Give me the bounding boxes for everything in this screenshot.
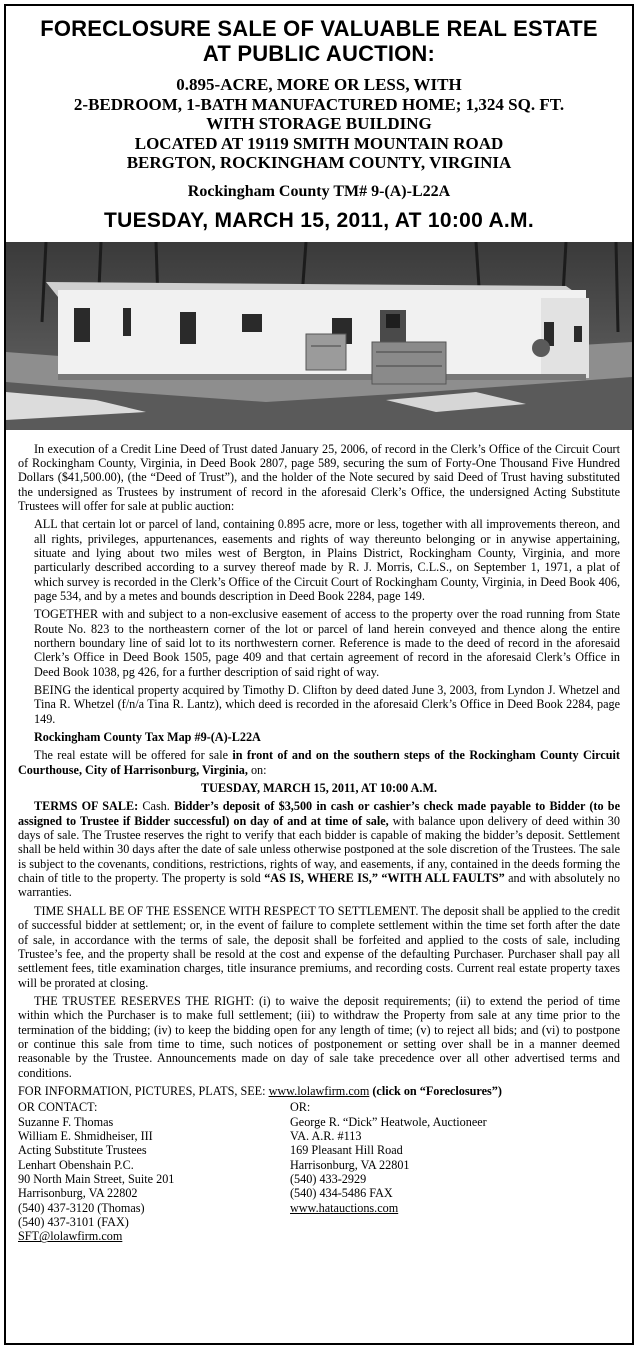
contact-section xyxy=(18,1100,620,1243)
contact-line: Harrisonburg, VA 22802 xyxy=(18,1186,138,1201)
summary-line: 2-BEDROOM, 1-BATH MANUFACTURED HOME; 1,324 SQ. FT. xyxy=(73,94,565,114)
ad-body xyxy=(6,430,632,1244)
contact-line: Suzanne F. Thomas xyxy=(18,1114,114,1129)
trustee-contact xyxy=(18,1100,290,1243)
ad-header xyxy=(6,6,632,233)
summary-line: LOCATED AT 19119 SMITH MOUNTAIN ROAD xyxy=(134,133,504,153)
terms-deposit: Bidder’s deposit of $3,500 in cash or cashier’s check made payable to Bidder (to be assigned to Trustee if Bidder successful) on day of and at time of sale, xyxy=(18,799,620,828)
paragraph-deed-of-trust: In execution of a Credit Line Deed of Trust dated January 25, 2006, of record in the Clerk’s Office of the Circuit Court of Rockingham County, Virginia, in Deed Book 2807, page 589, securing the sum of Forty-One Thousand Five Hundred Dollars ($41,500.00), (the “Deed of Trust”), and the holder of the Note secured by said Deed of Trust having substituted the undersigned as Trustees by instrument of record in the aforesaid Clerk’s Office, the undersigned Acting Substitute Trustees will offer for sale at public auction: xyxy=(18,441,620,513)
terms-text: Cash. xyxy=(138,799,175,814)
paragraph-chain-of-title: BEING the identical property acquired by Timothy D. Clifton by deed dated June 3, 2003, from Lyndon J. Whetzel and Tina R. Whetzel (f/n/a Tina R. Lantz), which deed is recorded in the aforesaid Clerk’s Office in Deed Book 2284, page 149. xyxy=(34,683,620,726)
sale-date-line: TUESDAY, MARCH 15, 2011, AT 10:00 A.M. xyxy=(201,781,437,796)
tax-map-number: Rockingham County TM# 9-(A)-L22A xyxy=(187,182,451,200)
terms-text: with balance upon delivery of deed within 30 days of sale. The Trustee reserves the right to verify that each bidder is capable of making the bidder’s deposit. Settlement shall be held within 30 days after the date of sale unless otherwise postponed at the sole discretion of the Trustees. The sale is subject to the covenants, conditions, restrictions, rights of way, and easements, if any, contained in the deeds forming the chain of title to the property. The property is sold xyxy=(18,813,620,886)
paragraph-trustee-reserves: THE TRUSTEE RESERVES THE RIGHT: (i) to waive the deposit requirements; (ii) to extend the period of time within which the Purchaser is to make full settlement; (iii) to withdraw the Property from sale at any time prior to the termination of the bidding; (iv) to keep the bidding open for any length of time; (v) to reject all bids; and (vi) to postpone or continue this sale from time to time, such notices of postponement or setting over shall be in a manner deemed reasonable by the Trustee. Announcements made on day of sale take precedence over all other advertised terms and conditions. xyxy=(18,993,620,1080)
sale-location-end: on: xyxy=(247,762,267,777)
paragraph-easement: TOGETHER with and subject to a non-exclusive easement of access to the property over the road running from State Route No. 823 to the northeastern corner of the lot or parcel of land herein conveyed and thence along the entire northern boundary line of said lot to its northwestern corner. Reference is made to the deed of record in the aforesaid Clerk’s Office in Deed Book 1505, page 409 and that certain agreement of record in the aforesaid Clerk’s Office in Deed Book 1038, pg 426, for a further description of said right of way. xyxy=(34,607,620,679)
headline-line-2: AT PUBLIC AUCTION: xyxy=(202,41,436,66)
contact-line: Acting Substitute Trustees xyxy=(18,1143,147,1158)
lolawfirm-link[interactable]: www.lolawfirm.com xyxy=(268,1083,370,1098)
contact-line: William E. Shmidheiser, III xyxy=(18,1128,153,1143)
sale-date-headline: TUESDAY, MARCH 15, 2011, AT 10:00 A.M. xyxy=(104,208,534,232)
contact-line: (540) 437-3120 (Thomas) xyxy=(18,1200,145,1215)
terms-text: and with absolutely no warranties. xyxy=(18,871,620,900)
terms-as-is: “AS IS, WHERE IS,” “WITH ALL FAULTS” xyxy=(264,871,505,886)
sale-location-bold: in front of and on the southern steps of the Rockingham County Circuit Courthouse, City of Harrisonburg, Virginia, xyxy=(18,748,620,777)
info-label: FOR INFORMATION, PICTURES, PLATS, SEE: xyxy=(18,1083,269,1098)
paragraph-time-of-essence: TIME SHALL BE OF THE ESSENCE WITH RESPECT TO SETTLEMENT. The deposit shall be applied to the credit of successful bidder at settlement; or, in the event of failure to complete settlement within the time set forth after the date of sale, in accordance with the terms of sale, the deposit shall be forfeited and applied to the costs of sale, including Trustee’s fee, and the property shall be resold at the cost and expense of the defaulting Purchaser. Purchaser shall pay all settlement fees, title examination charges, title insurance premiums, and recording costs. Current real estate property taxes will be prorated at closing. xyxy=(18,903,620,990)
summary-line: WITH STORAGE BUILDING xyxy=(206,114,432,133)
contact-line: VA. A.R. #113 xyxy=(290,1128,362,1143)
sale-location-text: The real estate will be offered for sale xyxy=(34,748,233,763)
paragraph-legal-description: ALL that certain lot or parcel of land, containing 0.895 acre, more or less, together with all improvements thereon, and all rights, privileges, appurtenances, easements and rights of way thereunto belonging or in anywise appertaining, situate and lying about two miles west of Bergton, in Plains District, Rockingham County, Virginia, and more particularly described according to a survey thereof made by R. J. Morris, C.L.S., on September 1, 1971, a plat of which survey is recorded in the Clerk’s Office of the Circuit Court of Rockingham County, Virginia, in Deed Book 406, page 534, and by a metes and bounds description in Deed Book 2284, page 149. xyxy=(34,517,620,603)
headline-line-1: FORECLOSURE SALE OF VALUABLE REAL ESTATE xyxy=(40,16,598,41)
contact-line: (540) 434-5486 FAX xyxy=(290,1186,393,1201)
contact-line: (540) 437-3101 (FAX) xyxy=(18,1215,129,1230)
contact-line: Harrisonburg, VA 22801 xyxy=(290,1157,410,1172)
contact-line: (540) 433-2929 xyxy=(290,1172,367,1186)
contact-line: George R. “Dick” Heatwole, Auctioneer xyxy=(290,1114,487,1129)
contact-line: 169 Pleasant Hill Road xyxy=(290,1143,403,1158)
contact-line: OR: xyxy=(290,1100,311,1115)
contact-line: Lenhart Obenshain P.C. xyxy=(18,1157,134,1172)
info-line xyxy=(18,1084,620,1098)
property-photo xyxy=(6,242,632,430)
paragraph-terms-of-sale xyxy=(18,799,620,899)
foreclosure-ad xyxy=(4,4,634,1345)
summary-line: 0.895-ACRE, MORE OR LESS, WITH xyxy=(176,75,462,94)
terms-label: TERMS OF SALE: xyxy=(34,799,139,814)
auctioneer-contact xyxy=(290,1100,620,1243)
auctioneer-website-link[interactable]: www.hatauctions.com xyxy=(290,1200,399,1215)
paragraph-sale-location xyxy=(18,748,620,777)
tax-map-line: Rockingham County Tax Map #9-(A)-L22A xyxy=(34,730,261,745)
contact-line: OR CONTACT: xyxy=(18,1100,98,1115)
trustee-email-link[interactable]: SFT@lolawfirm.com xyxy=(18,1229,123,1244)
info-note: (click on “Foreclosures”) xyxy=(369,1083,502,1098)
summary-line: BERGTON, ROCKINGHAM COUNTY, VIRGINIA xyxy=(126,153,512,172)
contact-line: 90 North Main Street, Suite 201 xyxy=(18,1172,175,1186)
property-summary xyxy=(6,75,632,173)
